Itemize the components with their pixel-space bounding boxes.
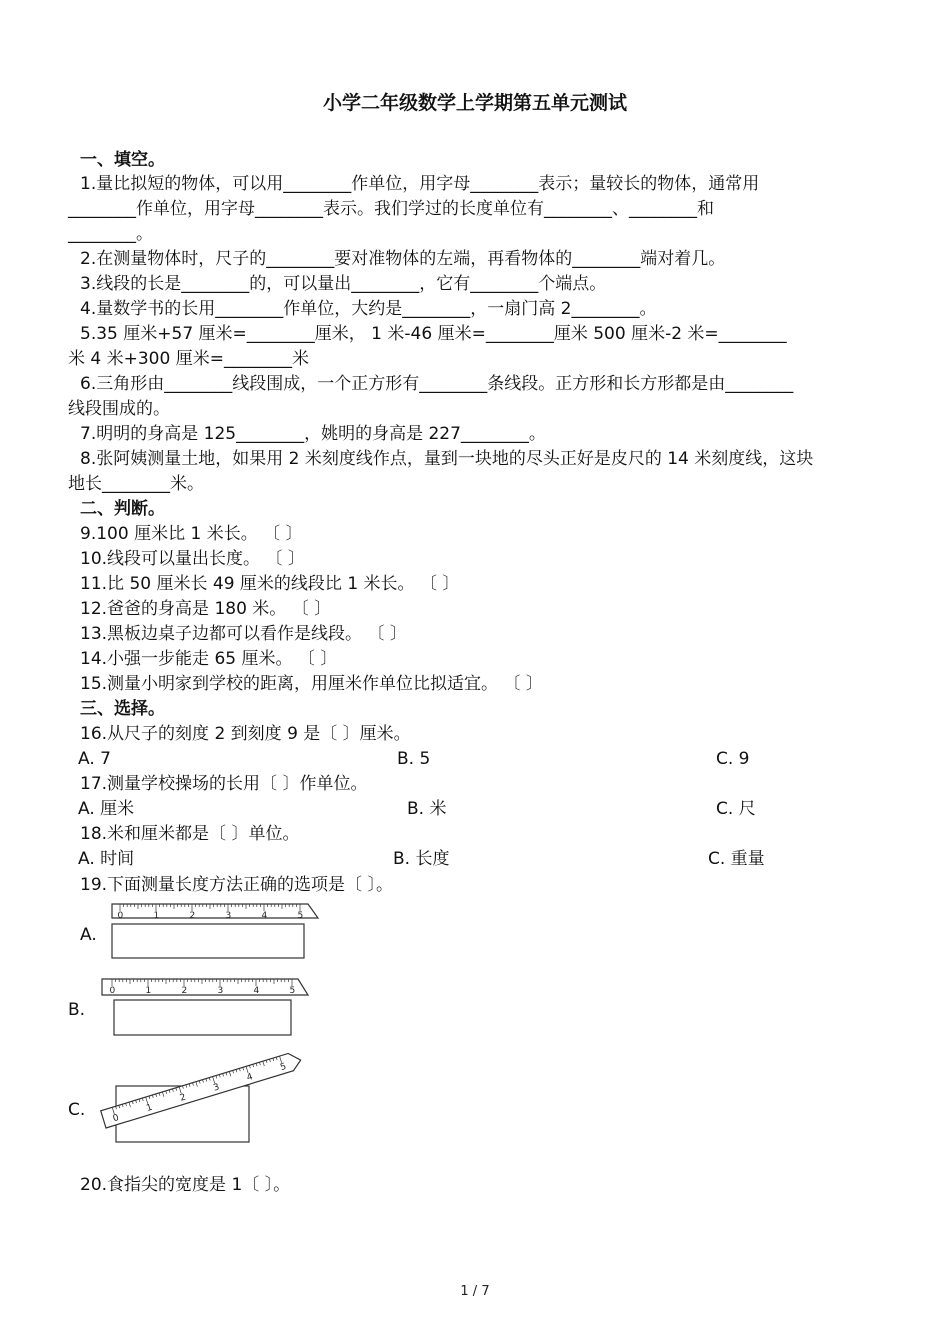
ruler-number: 0 [109, 986, 116, 996]
fill-line-6: 4.量数学书的长用________作单位，大约是________，一扇门高 2________。 [80, 299, 657, 319]
fill-line-9: 6.三角形由________线段围成，一个正方形有________条线段。正方形和长方形都是由________ [80, 374, 794, 394]
q19-label-a: A. [80, 925, 97, 945]
judge-line-15: 15.测量小明家到学校的距离，用厘米作单位比拟适宜。 〔 〕 [80, 674, 543, 694]
q19-label-c: C. [68, 1100, 86, 1120]
judge-line-9: 9.100 厘米比 1 米长。 〔 〕 [80, 524, 303, 544]
fill-line-13: 地长________米。 [68, 474, 204, 494]
ruler [102, 979, 308, 995]
object-rectangle [112, 924, 304, 958]
fill-line-1: 1.量比拟短的物体，可以用________作单位，用字母________表示；量较长的物体，通常用 [80, 174, 760, 194]
fill-line-8: 米 4 米+300 厘米=________米 [68, 349, 309, 369]
judge-line-14: 14.小强一步能走 65 厘米。 〔 〕 [80, 649, 338, 669]
ruler-number: 0 [111, 1113, 121, 1125]
section-judge-heading: 二、判断。 [80, 499, 165, 519]
q19-figure-c [100, 1058, 315, 1148]
judge-line-12: 12.爸爸的身高是 180 米。 〔 〕 [80, 599, 332, 619]
q17-option-c: C. 尺 [716, 799, 756, 819]
ruler-number: 2 [189, 911, 196, 921]
fill-line-7: 5.35 厘米+57 厘米=________厘米， 1 米-46 厘米=________厘米 500 厘米-2 米=________ [80, 324, 787, 344]
q18-option-b: B. 长度 [393, 849, 450, 869]
page-number: 1 / 7 [460, 1284, 490, 1299]
ruler-number: 5 [279, 1061, 288, 1074]
fill-line-2: ________作单位，用字母________表示。我们学过的长度单位有________、________和 [68, 199, 714, 219]
ruler-number: 0 [117, 911, 124, 921]
ruler-number: 3 [212, 1082, 221, 1094]
ruler-number: 5 [289, 986, 296, 996]
ruler [112, 904, 318, 918]
fill-line-4: 2.在测量物体时，尺子的________要对准物体的左端，再看物体的________端对着几。 [80, 249, 726, 269]
ruler-number: 1 [145, 1102, 154, 1115]
ruler-number: 3 [225, 911, 232, 921]
question-16: 16.从尺子的刻度 2 到刻度 9 是〔 〕厘米。 [80, 724, 411, 744]
question-20: 20.食指尖的宽度是 1〔 〕。 [80, 1175, 291, 1195]
object-rectangle [114, 1000, 291, 1035]
q19-label-b: B. [68, 1000, 86, 1020]
page-title: 小学二年级数学上学期第五单元测试 [322, 92, 627, 114]
ruler-number: 2 [181, 986, 188, 996]
ruler [101, 1051, 303, 1128]
q16-option-a: A. 7 [78, 749, 111, 769]
ruler-number: 1 [153, 911, 160, 921]
question-18: 18.米和厘米都是〔 〕单位。 [80, 824, 300, 844]
section-fill-heading: 一、填空。 [80, 150, 165, 170]
q18-option-c: C. 重量 [708, 849, 765, 869]
judge-line-11: 11.比 50 厘米长 49 厘米的线段比 1 米长。 〔 〕 [80, 574, 460, 594]
q18-option-a: A. 时间 [78, 849, 135, 869]
question-19: 19.下面测量长度方法正确的选项是〔 〕。 [80, 875, 393, 895]
ruler-number: 3 [217, 986, 224, 996]
ruler-number: 4 [253, 986, 260, 996]
judge-line-13: 13.黑板边桌子边都可以看作是线段。 〔 〕 [80, 624, 407, 644]
q17-option-b: B. 米 [407, 799, 447, 819]
ruler-number: 4 [245, 1072, 255, 1084]
q19-figure-a [110, 900, 325, 962]
ruler-number: 1 [145, 986, 152, 996]
q16-option-c: C. 9 [716, 749, 750, 769]
fill-line-3: ________。 [68, 224, 153, 244]
section-choice-heading: 三、选择。 [80, 699, 165, 719]
fill-line-5: 3.线段的长是________的，可以量出________，它有________个端点。 [80, 274, 607, 294]
judge-line-10: 10.线段可以量出长度。 〔 〕 [80, 549, 305, 569]
q17-option-a: A. 厘米 [78, 799, 135, 819]
fill-line-12: 8.张阿姨测量土地，如果用 2 米刻度线作点，量到一块地的尽头正好是皮尺的 14 米刻度线，这块 [80, 449, 814, 469]
fill-line-10: 线段围成的。 [68, 399, 170, 419]
q19-figure-b [100, 976, 315, 1040]
ruler-number: 4 [261, 911, 268, 921]
question-17: 17.测量学校操场的长用〔 〕作单位。 [80, 774, 368, 794]
q16-option-b: B. 5 [397, 749, 431, 769]
ruler-number: 5 [297, 911, 304, 921]
fill-line-11: 7.明明的身高是 125________，姚明的身高是 227________。 [80, 424, 546, 444]
ruler-number: 2 [178, 1092, 188, 1104]
